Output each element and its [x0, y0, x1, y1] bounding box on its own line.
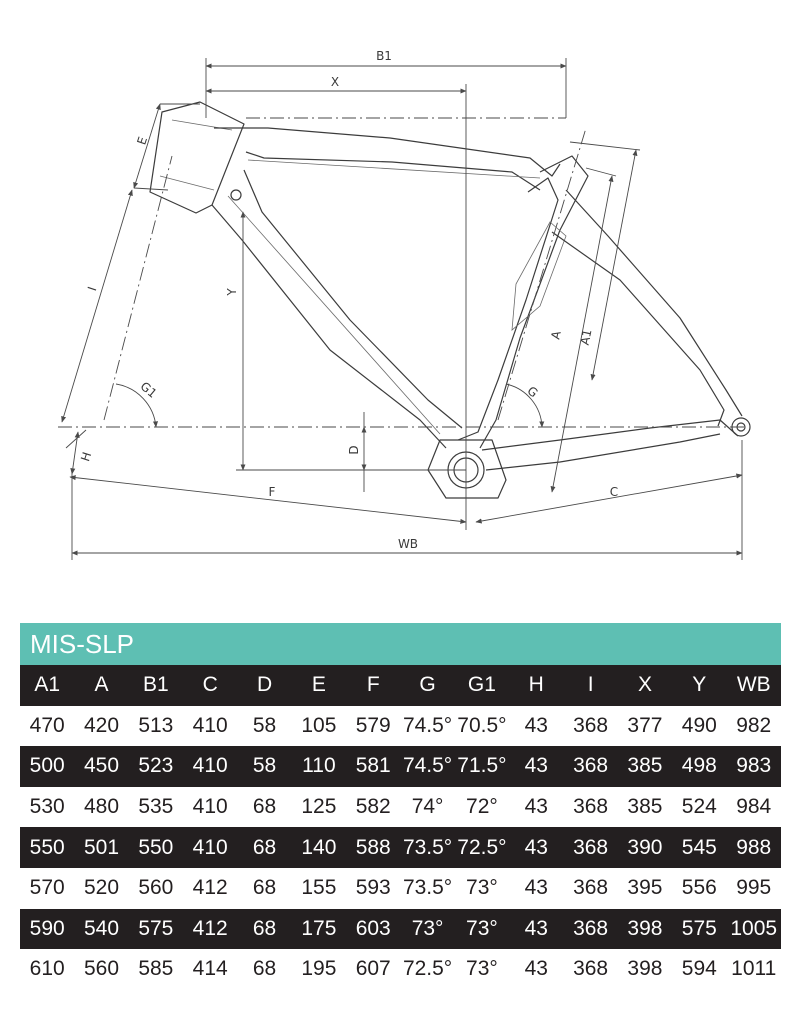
table-cell: 540	[83, 916, 120, 940]
table-cell: 412	[192, 876, 228, 900]
table-header-row	[20, 665, 781, 706]
table-cell: 603	[355, 916, 391, 940]
table-cell: 410	[192, 795, 228, 819]
table-cell: 368	[573, 835, 609, 859]
table-cell: 1011	[731, 957, 777, 981]
table-cell: 490	[681, 713, 717, 737]
table-cell: 470	[29, 713, 65, 737]
table-body	[20, 706, 781, 990]
table-cell: 982	[736, 713, 772, 737]
table-cell: 43	[524, 754, 548, 778]
table-cell: 398	[627, 957, 663, 981]
table-row	[20, 868, 781, 909]
table-cell: 588	[355, 835, 391, 859]
table-row	[20, 827, 781, 868]
table-cell: 581	[355, 754, 391, 778]
table-cell: 610	[29, 957, 65, 981]
label-a: A	[548, 329, 564, 341]
table-cell: 368	[573, 754, 609, 778]
table-cell: 71.5°	[457, 754, 507, 778]
table-row	[20, 909, 781, 950]
table-cell: 43	[524, 876, 548, 900]
geometry-table-grid	[20, 665, 781, 990]
column-header: A1	[34, 673, 61, 697]
table-cell: 560	[138, 876, 174, 900]
label-x: X	[330, 75, 340, 89]
table-cell: 155	[301, 876, 337, 900]
table-cell: 501	[83, 835, 120, 859]
label-g1: G1	[137, 379, 160, 401]
table-cell: 523	[138, 754, 174, 778]
table-cell: 984	[736, 795, 772, 819]
table-cell: 550	[138, 835, 174, 859]
table-cell: 58	[252, 713, 277, 737]
table-cell: 556	[681, 876, 717, 900]
table-cell: 58	[252, 754, 277, 778]
table-cell: 590	[29, 916, 65, 940]
table-cell: 68	[252, 916, 277, 940]
table-cell: 72.5°	[402, 957, 453, 981]
table-cell: 368	[573, 957, 609, 981]
table-cell: 195	[301, 957, 337, 981]
table-cell: 368	[573, 795, 609, 819]
table-cell: 550	[29, 835, 65, 859]
table-cell: 593	[355, 876, 391, 900]
table-row	[20, 706, 781, 747]
table-cell: 398	[627, 916, 663, 940]
table-cell: 995	[736, 876, 772, 900]
table-cell: 377	[627, 713, 663, 737]
label-wb: WB	[397, 537, 419, 551]
table-cell: 73°	[466, 957, 498, 981]
column-header: G	[419, 673, 436, 697]
label-i: I	[84, 284, 100, 293]
table-cell: 390	[627, 835, 663, 859]
dimension-labels	[78, 49, 618, 551]
column-header: Y	[692, 673, 707, 697]
table-row	[20, 949, 781, 990]
table-cell: 545	[681, 835, 717, 859]
table-cell: 105	[301, 713, 337, 737]
column-header: H	[528, 673, 544, 697]
dimension-lines	[58, 58, 748, 560]
table-cell: 68	[252, 957, 277, 981]
table-cell: 414	[192, 957, 228, 981]
table-cell: 73°	[466, 876, 498, 900]
table-cell: 73.5°	[402, 835, 453, 859]
table-cell: 579	[355, 713, 391, 737]
label-a1: A1	[577, 327, 595, 347]
column-header: F	[366, 673, 380, 697]
table-cell: 530	[29, 795, 65, 819]
label-e: E	[134, 134, 151, 147]
table-cell: 43	[524, 713, 548, 737]
table-cell: 607	[355, 957, 391, 981]
table-cell: 72.5°	[457, 835, 507, 859]
table-cell: 74°	[411, 795, 444, 819]
table-cell: 368	[573, 916, 609, 940]
table-cell: 582	[355, 795, 391, 819]
table-cell: 524	[681, 795, 717, 819]
model-title: MIS-SLP	[20, 623, 781, 665]
table-cell: 498	[681, 754, 717, 778]
table-cell: 74.5°	[402, 713, 453, 737]
table-cell: 420	[83, 713, 120, 737]
table-cell: 175	[301, 916, 337, 940]
column-header: WB	[736, 673, 771, 697]
table-cell: 125	[301, 795, 337, 819]
label-f: F	[268, 485, 276, 499]
table-cell: 410	[192, 754, 228, 778]
table-cell: 43	[524, 957, 548, 981]
label-d: D	[347, 445, 361, 455]
column-header: A	[94, 673, 109, 697]
table-cell: 575	[138, 916, 174, 940]
table-cell: 535	[138, 795, 174, 819]
table-cell: 73.5°	[402, 876, 453, 900]
table-cell: 1005	[730, 916, 778, 940]
table-cell: 73°	[466, 916, 498, 940]
table-cell: 988	[736, 835, 772, 859]
table-cell: 72°	[466, 795, 498, 819]
table-cell: 520	[83, 876, 120, 900]
label-h: H	[78, 450, 95, 464]
table-cell: 140	[301, 835, 337, 859]
table-cell: 68	[252, 795, 277, 819]
table-cell: 410	[192, 713, 228, 737]
column-header: C	[202, 673, 218, 697]
column-header: X	[637, 673, 652, 697]
label-c: C	[609, 485, 619, 499]
label-b1: B1	[376, 49, 392, 63]
table-cell: 450	[83, 754, 120, 778]
table-row	[20, 746, 781, 787]
table-cell: 73°	[411, 916, 444, 940]
label-g: G	[524, 383, 541, 401]
table-cell: 585	[138, 957, 174, 981]
table-cell: 395	[627, 876, 663, 900]
table-cell: 385	[627, 795, 663, 819]
table-cell: 68	[252, 835, 277, 859]
table-cell: 412	[192, 916, 228, 940]
label-y: Y	[225, 288, 239, 296]
column-header: G1	[467, 673, 496, 697]
geometry-table	[20, 623, 781, 990]
column-header: E	[311, 673, 326, 697]
table-cell: 368	[573, 713, 609, 737]
column-header: B1	[143, 673, 169, 697]
table-cell: 43	[524, 916, 548, 940]
table-cell: 74.5°	[402, 754, 453, 778]
table-cell: 560	[83, 957, 120, 981]
table-cell: 110	[302, 754, 336, 778]
column-header: I	[587, 673, 594, 697]
table-cell: 43	[524, 835, 548, 859]
table-cell: 385	[627, 754, 663, 778]
table-cell: 594	[681, 957, 717, 981]
table-cell: 575	[681, 916, 717, 940]
table-cell: 410	[192, 835, 228, 859]
table-cell: 513	[138, 713, 174, 737]
table-cell: 983	[736, 754, 772, 778]
table-row	[20, 787, 781, 828]
table-cell: 500	[29, 754, 65, 778]
table-cell: 368	[573, 876, 609, 900]
table-cell: 43	[524, 795, 548, 819]
table-cell: 68	[252, 876, 277, 900]
table-cell: 480	[83, 795, 120, 819]
bike-frame-drawing	[150, 102, 750, 498]
column-header: D	[256, 673, 273, 697]
table-cell: 70.5°	[457, 713, 507, 737]
table-cell: 570	[29, 876, 65, 900]
